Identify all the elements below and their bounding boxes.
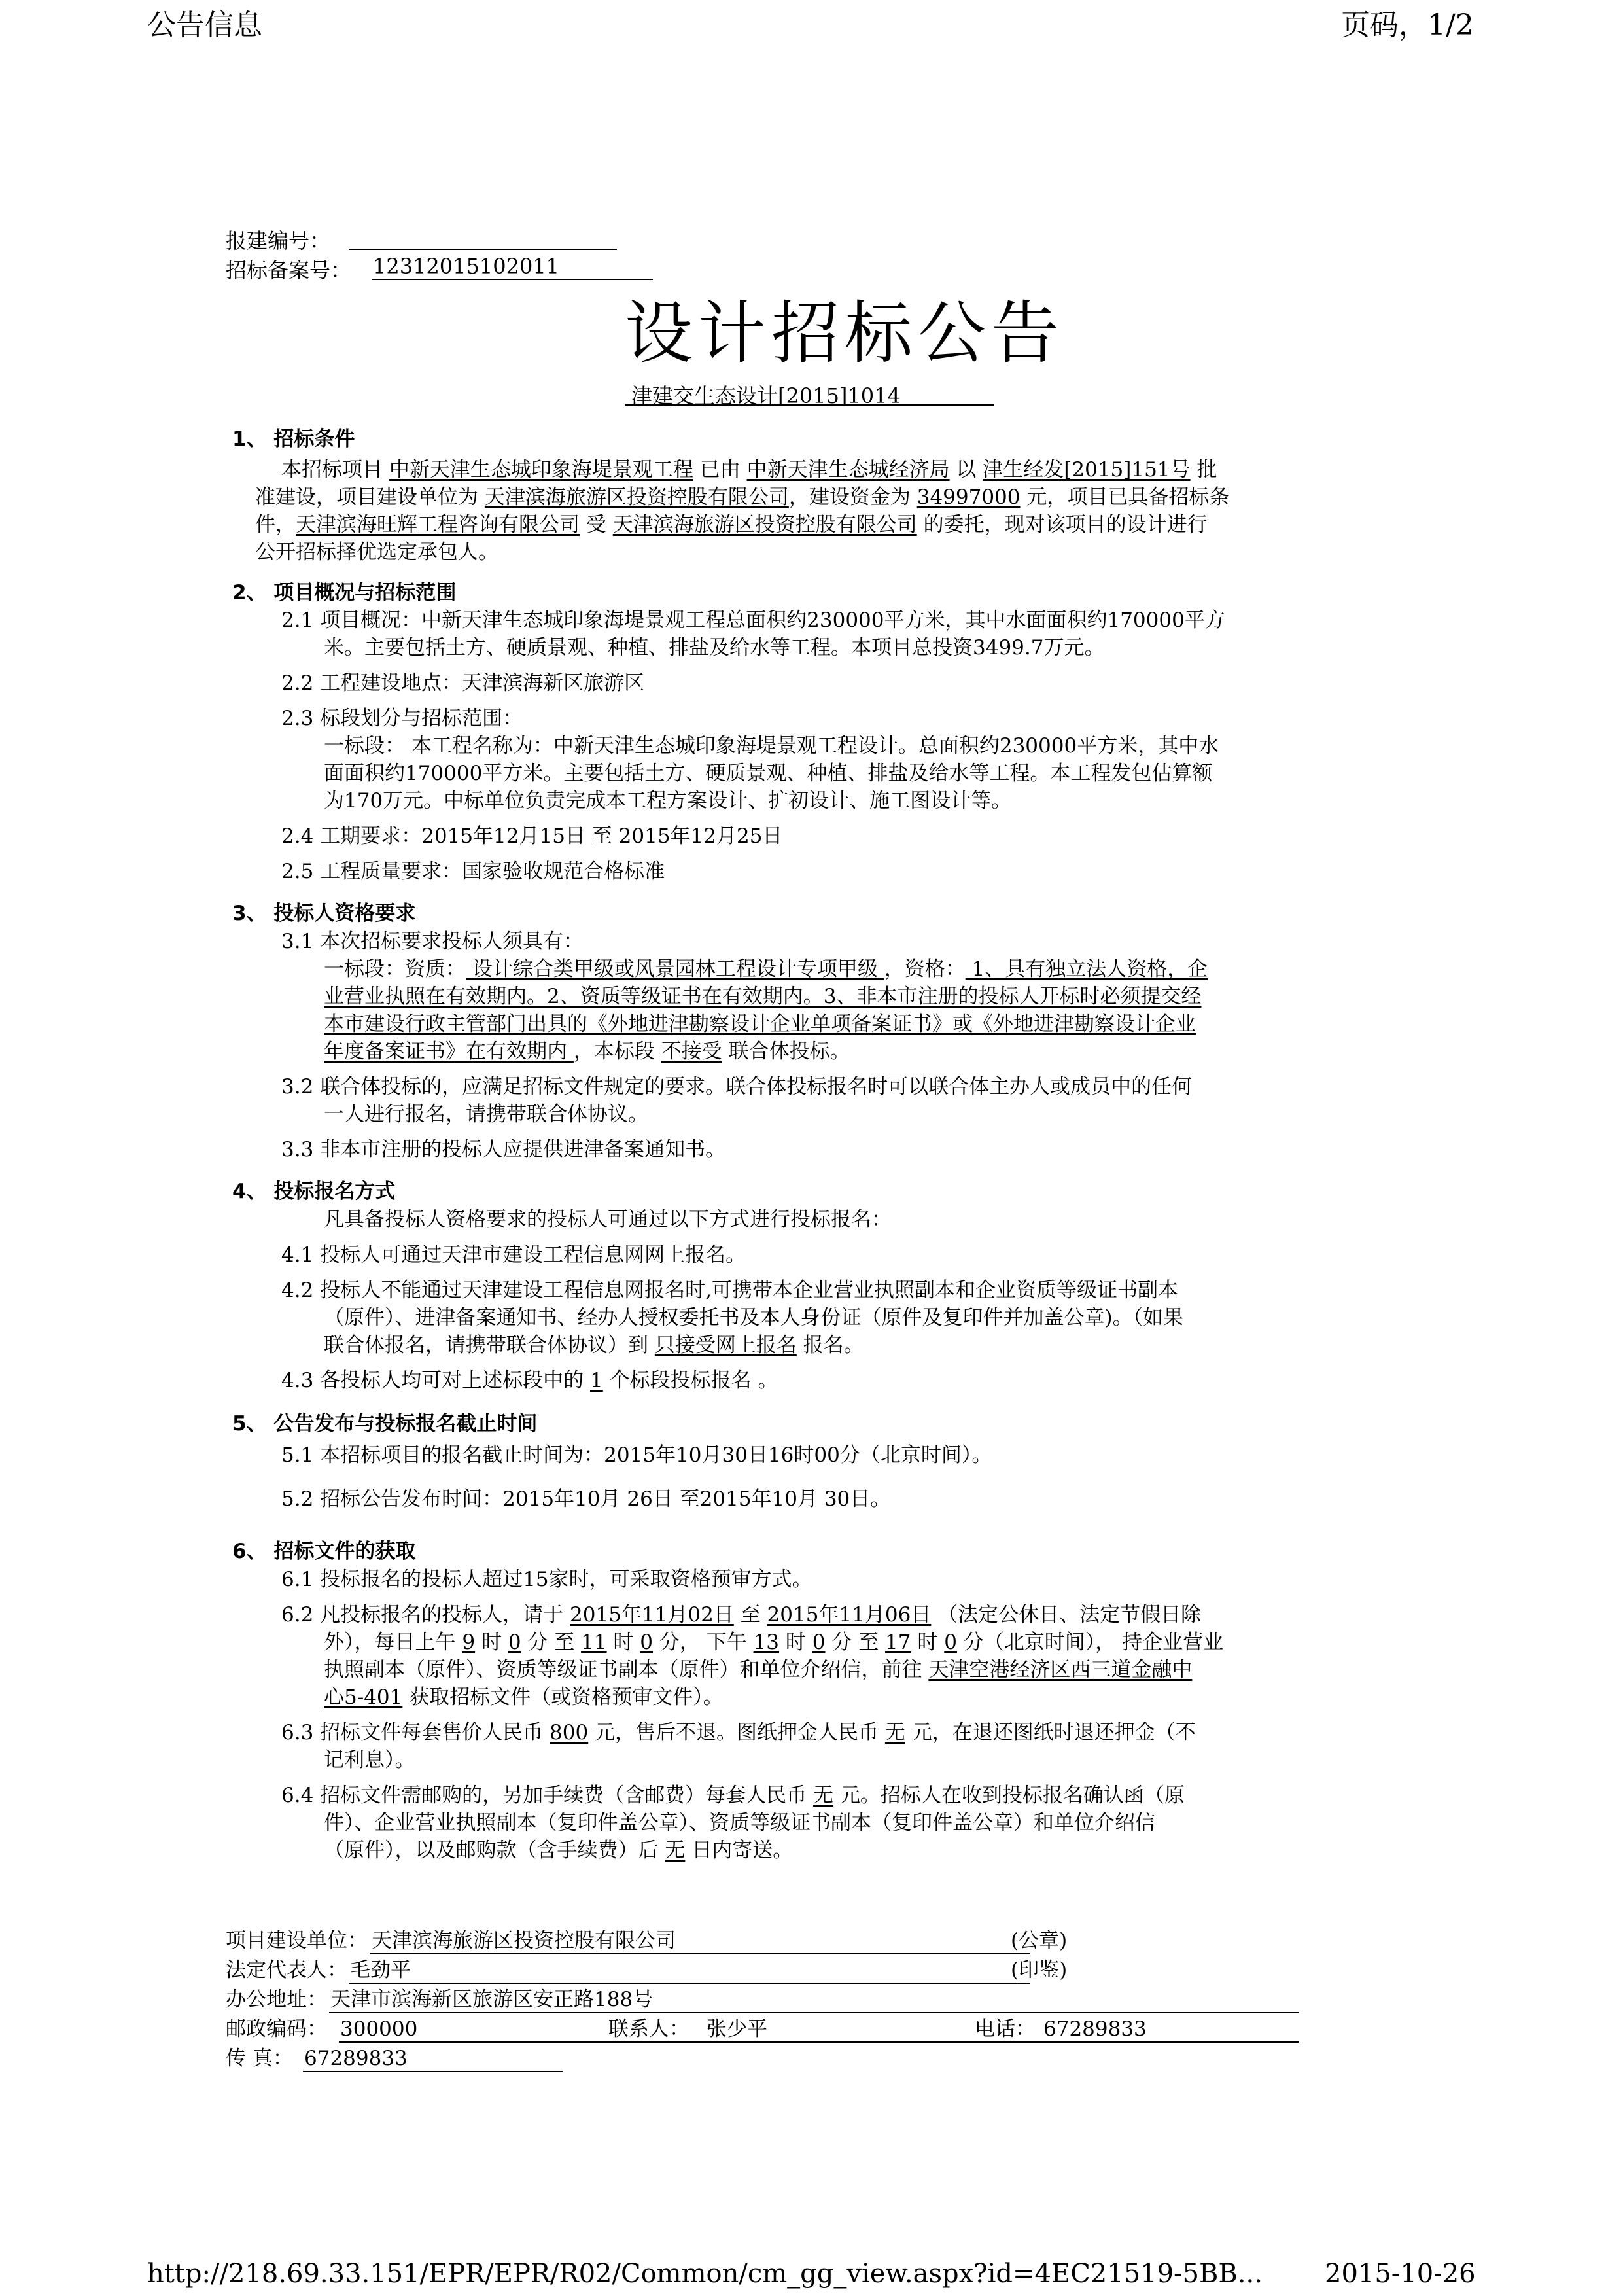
- rep-value: 毛劲平: [350, 1958, 411, 1982]
- s5-p1: 5.1 本招标项目的报名截止时间为：2015年10月30日16时00分（北京时间）。: [281, 1443, 992, 1467]
- section-3-heading: 3、 投标人资格要求: [232, 902, 416, 925]
- s3-p2b: 一人进行报名，请携带联合体协议。: [324, 1103, 648, 1126]
- s1-line-2: 准建设，项目建设单位为 天津滨海旅游区投资控股有限公司，建设资金为 34997000 元，项目已具备招标条: [255, 486, 1230, 509]
- s6-p1: 6.1 投标报名的投标人超过15家时，可采取资格预审方式。: [281, 1568, 812, 1591]
- s2-p1b: 米。主要包括土方、硬质景观、种植、排盐及给水等工程。本项目总投资3499.7万元。: [324, 636, 1105, 660]
- s6-p4b: 件）、企业营业执照副本（复印件盖公章）、资质等级证书副本（复印件盖公章）和单位介绍信: [324, 1811, 1155, 1835]
- rep-stamp: (印鉴): [1011, 1958, 1068, 1982]
- s3-p3: 3.3 非本市注册的投标人应提供进津备案通知书。: [281, 1138, 726, 1161]
- doc-number-underline: [625, 404, 994, 406]
- s4-p1: 4.1 投标人可通过天津市建设工程信息网网上报名。: [281, 1243, 746, 1267]
- s3-p2a: 3.2 联合体投标的，应满足招标文件规定的要求。联合体投标报名时可以联合体主办人或成员中的任何: [281, 1075, 1193, 1099]
- unit-underline: [370, 1953, 1030, 1954]
- s4-p3: 4.3 各投标人均可对上述标段中的 1 个标段投标报名 。: [281, 1369, 778, 1392]
- section-5-heading: 5、 公告发布与投标报名截止时间: [232, 1412, 538, 1436]
- baojian-label: 报建编号：: [226, 228, 331, 253]
- s6-p3a: 6.3 招标文件每套售价人民币 800 元，售后不退。图纸押金人民币 无 元，在退还图纸时退还押金（不: [281, 1721, 1196, 1744]
- s5-p2: 5.2 招标公告发布时间：2015年10月 26日 至2015年10月 30日。: [281, 1487, 891, 1511]
- s2-p1a: 2.1 项目概况：中新天津生态城印象海堤景观工程总面积约230000平方米，其中水面面积约170000平方: [281, 609, 1225, 632]
- s6-p2d: 心5-401 获取招标文件（或资格预审文件）。: [324, 1686, 724, 1709]
- s2-p3b: 面面积约170000平方米。主要包括土方、硬质景观、种植、排盐及给水等工程。本工程发包估算额: [324, 762, 1213, 785]
- zip-value: 300000: [340, 2017, 418, 2041]
- beian-value: 12312015102011: [373, 254, 560, 279]
- s2-p3c: 为170万元。中标单位负责完成本工程方案设计、扩初设计、施工图设计等。: [324, 789, 1012, 813]
- phone-value: 67289833: [1043, 2017, 1147, 2041]
- s3-q3: 本市建设行政主管部门出具的《外地进津勘察设计企业单项备案证书》或《外地进津勘察设计企业: [324, 1012, 1196, 1036]
- unit-value: 天津滨海旅游区投资控股有限公司: [372, 1929, 676, 1952]
- addr-label: 办公地址：: [226, 1988, 327, 2011]
- s4-p2a: 4.2 投标人不能通过天津建设工程信息网报名时,可携带本企业营业执照副本和企业资质等级证书副本: [281, 1279, 1179, 1302]
- s1-line-1: 本招标项目 中新天津生态城印象海堤景观工程 已由 中新天津生态城经济局 以 津生经发[2015]151号 批: [281, 458, 1217, 482]
- zip-label: 邮政编码：: [226, 2017, 327, 2041]
- s2-p3a: 一标段： 本工程名称为：中新天津生态城印象海堤景观工程设计。总面积约230000平方米，其中水: [324, 734, 1219, 758]
- s2-p2: 2.2 工程建设地点：天津滨海新区旅游区: [281, 671, 645, 695]
- beian-underline: [372, 279, 653, 280]
- contact-label: 联系人：: [608, 2017, 689, 2041]
- addr-value: 天津市滨海新区旅游区安正路188号: [330, 1988, 654, 2011]
- page-title: 设计招标公告: [625, 293, 1065, 373]
- s4-p2b: （原件）、进津备案通知书、经办人授权委托书及本人身份证（原件及复印件并加盖公章)。（如果: [324, 1306, 1184, 1330]
- fax-value: 67289833: [304, 2047, 408, 2070]
- s2-p5: 2.5 工程质量要求：国家验收规范合格标准: [281, 860, 665, 883]
- addr-underline: [329, 2012, 1299, 2013]
- s4-intro: 凡具备投标人资格要求的投标人可通过以下方式进行投标报名：: [324, 1208, 892, 1231]
- s3-q4: 年度备案证书》在有效期内 ，本标段 不接受 联合体投标。: [324, 1040, 850, 1063]
- s3-q2: 业营业执照在有效期内。2、资质等级证书在有效期内。3、非本市注册的投标人开标时必须提交经: [324, 985, 1202, 1008]
- page-number: 页码，1/2: [1341, 9, 1474, 42]
- s2-p4: 2.4 工期要求：2015年12月15日 至 2015年12月25日: [281, 824, 783, 848]
- s3-p1: 3.1 本次招标要求投标人须具有：: [281, 930, 584, 953]
- rep-label: 法定代表人：: [226, 1958, 347, 1982]
- section-6-heading: 6、 招标文件的获取: [232, 1540, 416, 1563]
- baojian-underline: [349, 249, 617, 250]
- s4-p2c: 联合体报名，请携带联合体协议）到 只接受网上报名 报名。: [324, 1333, 864, 1357]
- section-1-heading: 1、 招标条件: [232, 427, 355, 451]
- zip-underline: [339, 2041, 1299, 2043]
- phone-label: 电话：: [975, 2017, 1036, 2041]
- header-left: 公告信息: [147, 9, 262, 42]
- section-2-heading: 2、 项目概况与招标范围: [232, 581, 457, 605]
- s1-line-4: 公开招标择优选定承包人。: [255, 540, 498, 564]
- fax-label: 传 真：: [226, 2047, 293, 2070]
- unit-label: 项目建设单位：: [226, 1929, 368, 1952]
- s1-line-3: 件，天津滨海旺辉工程咨询有限公司 受 天津滨海旅游区投资控股有限公司 的委托，现对该项目的设计进行: [255, 513, 1208, 537]
- beian-label: 招标备案号：: [226, 258, 352, 283]
- section-4-heading: 4、 投标报名方式: [232, 1180, 396, 1203]
- s6-p2a: 6.2 凡投标报名的投标人，请于 2015年11月02日 至 2015年11月06日 （法定公休日、法定节假日除: [281, 1603, 1202, 1627]
- s6-p4a: 6.4 招标文件需邮购的，另加手续费（含邮费）每套人民币 无 元。招标人在收到投标报名确认函（原: [281, 1784, 1185, 1807]
- s6-p2b: 外），每日上午 9 时 0 分 至 11 时 0 分， 下午 13 时 0 分 至 17 时 0 分（北京时间）， 持企业营业: [324, 1631, 1224, 1654]
- s3-q1: 一标段：资质： 设计综合类甲级或风景园林工程设计专项甲级 ，资格： 1、具有独立法人资格，企: [324, 957, 1208, 981]
- s2-p3: 2.3 标段划分与招标范围：: [281, 707, 523, 730]
- s6-p4c: （原件），以及邮购款（含手续费）后 无 日内寄送。: [324, 1839, 794, 1862]
- s6-p3b: 记利息）。: [324, 1748, 415, 1772]
- rep-underline: [349, 1983, 1030, 1984]
- doc-number: 津建交生态设计[2015]1014: [631, 383, 901, 408]
- contact-value: 张少平: [707, 2017, 767, 2041]
- fax-underline: [303, 2071, 563, 2072]
- unit-stamp: (公章): [1011, 1929, 1068, 1952]
- s6-p2c: 执照副本（原件）、资质等级证书副本（原件）和单位介绍信，前往 天津空港经济区西三道金融中: [324, 1658, 1193, 1682]
- footer-date: 2015-10-26: [1325, 2259, 1476, 2289]
- footer-url: http://218.69.33.151/EPR/EPR/R02/Common/cm_gg_view.aspx?id=4EC21519-5BB...: [147, 2259, 1263, 2289]
